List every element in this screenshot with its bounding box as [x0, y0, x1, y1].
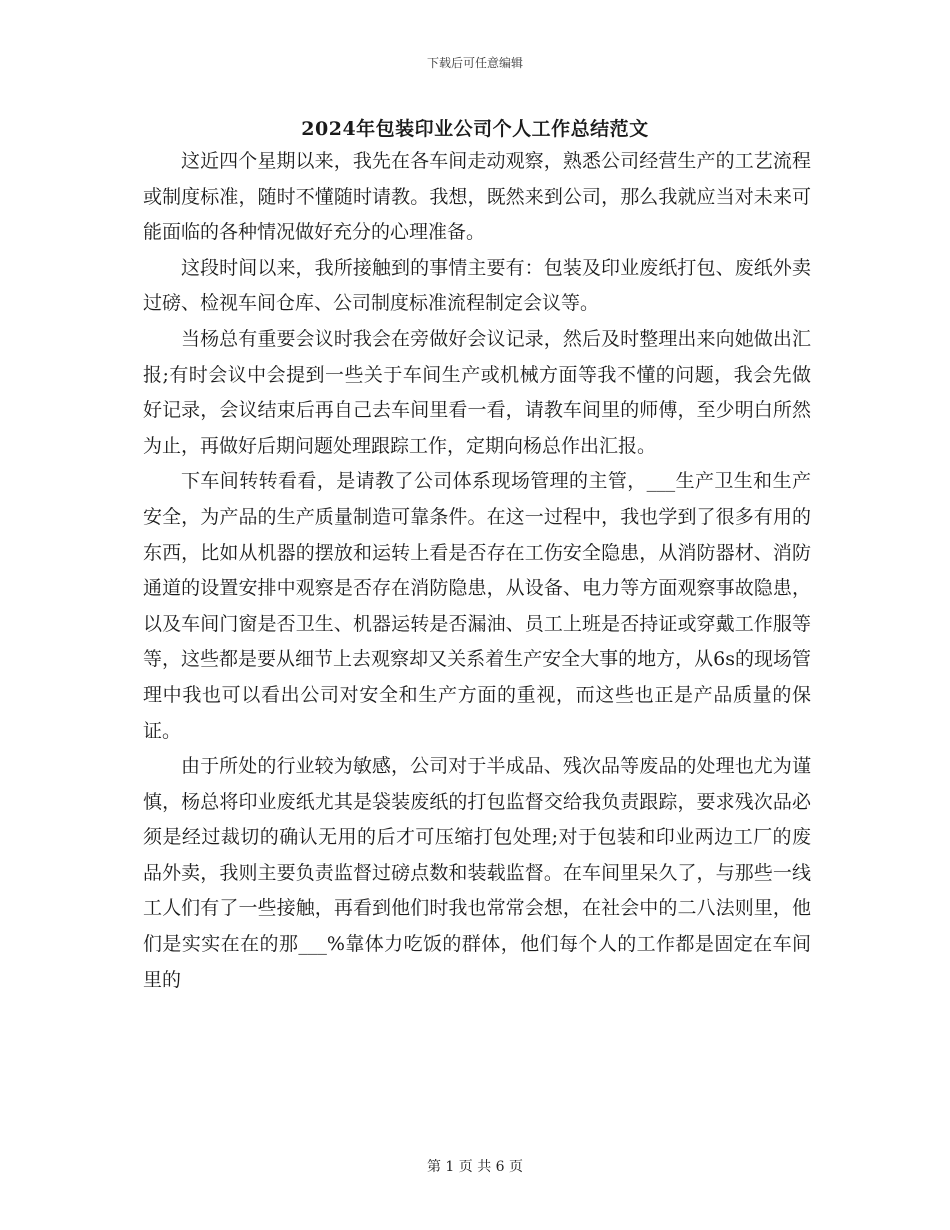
download-note: 下载后可任意编辑 — [426, 56, 523, 70]
page-number: 第 1 页 共 6 页 — [426, 1159, 524, 1175]
paragraph: 由于所处的行业较为敏感，公司对于半成品、残次品等废品的处理也尤为谨慎，杨总将印业废纸尤其是袋装废纸的打包监督交给我负责跟踪，要求残次品必须是经过裁切的确认无用的后才可压缩打包处理;对于包装和印业两边工厂的废品外卖，我则主要负责监督过磅点数和装载监督。在车间里呆久了，与那些一线工人们有了一些接触，再看到他们时我也常常会想，在社会中的二八法则里，他们是实实在在的那___%靠体力吃饭的群体，他们每个人的工作都是固定在车间里的 — [143, 755, 811, 991]
document-title: 2024年包装印业公司个人工作总结范文 — [301, 118, 649, 140]
paragraph: 这近四个星期以来，我先在各车间走动观察，熟悉公司经营生产的工艺流程或制度标准，随时不懂随时请教。我想，既然来到公司，那么我就应当对未来可能面临的各种情况做好充分的心理准备。 — [143, 150, 811, 244]
paragraph: 当杨总有重要会议时我会在旁做好会议记录，然后及时整理出来向她做出汇报;有时会议中会提到一些关于车间生产或机械方面等我不懂的问题，我会先做好记录，会议结束后再自己去车间里看一看，请教车间里的师傅，至少明白所然为止，再做好后期问题处理跟踪工作，定期向杨总作出汇报。 — [143, 327, 811, 457]
paragraph: 这段时间以来，我所接触到的事情主要有：包装及印业废纸打包、废纸外卖过磅、检视车间仓库、公司制度标准流程制定会议等。 — [143, 256, 811, 315]
document-body — [143, 144, 811, 998]
paragraph: 下车间转转看看，是请教了公司体系现场管理的主管，___生产卫生和生产安全，为产品的生产质量制造可靠条件。在这一过程中，我也学到了很多有用的东西，比如从机器的摆放和运转上看是否存在工伤安全隐患，从消防器材、消防通道的设置安排中观察是否存在消防隐患，从设备、电力等方面观察事故隐患，以及车间门窗是否卫生、机器运转是否漏油、员工上班是否持证或穿戴工作服等等，这些都是要从细节上去观察却又关系着生产安全大事的地方，从6s的现场管理中我也可以看出公司对安全和生产方面的重视，而这些也正是产品质量的保证。 — [143, 470, 811, 742]
